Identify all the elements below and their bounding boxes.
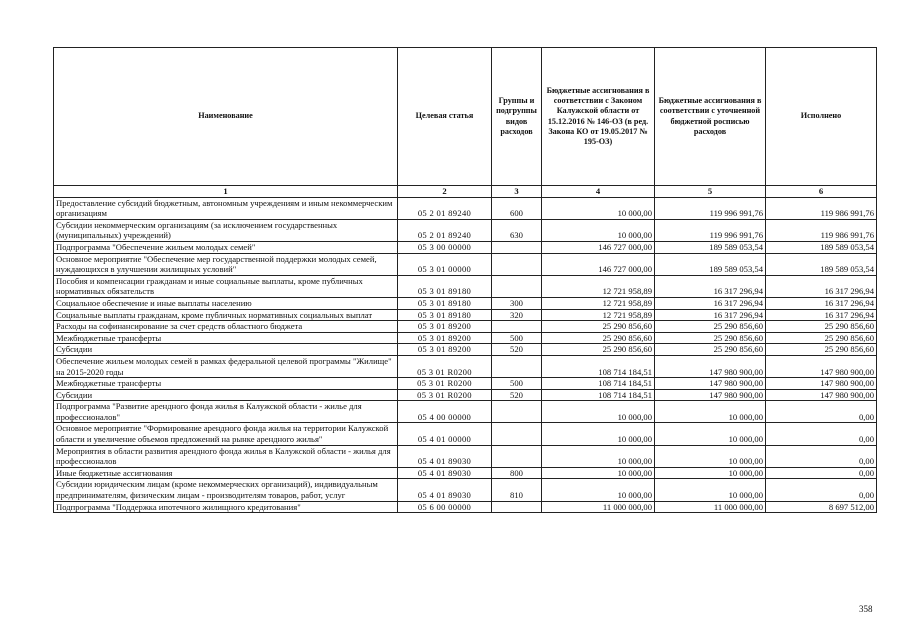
- table-row: [54, 445, 877, 467]
- row-law-amount: 25 290 856,60: [542, 344, 655, 356]
- row-target-article: 05 3 01 89180: [398, 297, 492, 309]
- table-row: [54, 479, 877, 501]
- row-refined-amount: 16 317 296,94: [655, 297, 766, 309]
- row-name: Социальное обеспечение и иные выплаты населению: [54, 297, 398, 309]
- row-refined-amount: 25 290 856,60: [655, 332, 766, 344]
- row-executed-amount: 25 290 856,60: [766, 332, 877, 344]
- row-name: Иные бюджетные ассигнования: [54, 467, 398, 479]
- row-refined-amount: 10 000,00: [655, 445, 766, 467]
- row-name: Межбюджетные трансферты: [54, 332, 398, 344]
- column-number: 2: [398, 186, 492, 198]
- table-header-row: [54, 48, 877, 186]
- row-refined-amount: 10 000,00: [655, 467, 766, 479]
- row-law-amount: 108 714 184,51: [542, 389, 655, 401]
- table-row: [54, 467, 877, 479]
- row-expense-group: [492, 501, 542, 513]
- header-refined-allocations: Бюджетные ассигнования в соответствии с уточненной бюджетной росписью расходов: [655, 48, 766, 186]
- row-refined-amount: 147 980 900,00: [655, 389, 766, 401]
- table-row: [54, 297, 877, 309]
- row-expense-group: 300: [492, 297, 542, 309]
- row-target-article: 05 3 00 00000: [398, 241, 492, 253]
- row-expense-group: 800: [492, 467, 542, 479]
- row-law-amount: 10 000,00: [542, 445, 655, 467]
- budget-sheet: [53, 47, 876, 513]
- row-target-article: 05 6 00 00000: [398, 501, 492, 513]
- row-expense-group: 630: [492, 219, 542, 241]
- row-target-article: 05 4 00 00000: [398, 401, 492, 423]
- row-target-article: 05 3 01 89200: [398, 344, 492, 356]
- column-number: 4: [542, 186, 655, 198]
- row-law-amount: 12 721 958,89: [542, 309, 655, 321]
- row-refined-amount: 10 000,00: [655, 401, 766, 423]
- row-name: Субсидии: [54, 344, 398, 356]
- row-name: Обеспечение жильем молодых семей в рамках федеральной целевой программы "Жилище" на 2015-2020 годы: [54, 355, 398, 377]
- table-row: [54, 309, 877, 321]
- column-number-row: [54, 186, 877, 198]
- row-name: Подпрограмма "Обеспечение жильем молодых семей": [54, 241, 398, 253]
- row-expense-group: [492, 275, 542, 297]
- row-refined-amount: 25 290 856,60: [655, 344, 766, 356]
- row-refined-amount: 119 996 991,76: [655, 197, 766, 219]
- row-law-amount: 108 714 184,51: [542, 355, 655, 377]
- column-number: 5: [655, 186, 766, 198]
- row-refined-amount: 147 980 900,00: [655, 355, 766, 377]
- row-executed-amount: 0,00: [766, 423, 877, 445]
- row-law-amount: 146 727 000,00: [542, 241, 655, 253]
- column-number: 1: [54, 186, 398, 198]
- row-law-amount: 25 290 856,60: [542, 321, 655, 333]
- row-law-amount: 25 290 856,60: [542, 332, 655, 344]
- row-name: Субсидии: [54, 389, 398, 401]
- row-name: Расходы на софинансирование за счет средств областного бюджета: [54, 321, 398, 333]
- row-executed-amount: 8 697 512,00: [766, 501, 877, 513]
- table-row: [54, 389, 877, 401]
- row-target-article: 05 3 01 R0200: [398, 389, 492, 401]
- row-refined-amount: 10 000,00: [655, 479, 766, 501]
- row-law-amount: 146 727 000,00: [542, 253, 655, 275]
- row-name: Подпрограмма "Развитие арендного фонда жилья в Калужской области - жилье для профессионалов": [54, 401, 398, 423]
- row-refined-amount: 25 290 856,60: [655, 321, 766, 333]
- row-refined-amount: 119 996 991,76: [655, 219, 766, 241]
- row-target-article: 05 4 01 89030: [398, 479, 492, 501]
- row-expense-group: 320: [492, 309, 542, 321]
- row-executed-amount: 0,00: [766, 401, 877, 423]
- table-row: [54, 344, 877, 356]
- row-expense-group: 810: [492, 479, 542, 501]
- row-executed-amount: 147 980 900,00: [766, 389, 877, 401]
- header-law-allocations: Бюджетные ассигнования в соответствии с Законом Калужской области от 15.12.2016 № 146-ОЗ (в ред. Закона КО от 19.05.2017 № 195-ОЗ): [542, 48, 655, 186]
- table-row: [54, 219, 877, 241]
- row-target-article: 05 2 01 89240: [398, 197, 492, 219]
- row-executed-amount: 16 317 296,94: [766, 309, 877, 321]
- row-expense-group: [492, 445, 542, 467]
- row-executed-amount: 25 290 856,60: [766, 344, 877, 356]
- table-row: [54, 378, 877, 390]
- row-name: Межбюджетные трансферты: [54, 378, 398, 390]
- row-refined-amount: 16 317 296,94: [655, 309, 766, 321]
- row-name: Мероприятия в области развития арендного фонда жилья в Калужской области - жилья для профессионалов: [54, 445, 398, 467]
- row-law-amount: 10 000,00: [542, 219, 655, 241]
- row-name: Предоставление субсидий бюджетным, автономным учреждениям и иным некоммерческим организациям: [54, 197, 398, 219]
- table-row: [54, 401, 877, 423]
- row-expense-group: [492, 423, 542, 445]
- row-expense-group: [492, 253, 542, 275]
- table-row: [54, 423, 877, 445]
- row-executed-amount: 119 986 991,76: [766, 219, 877, 241]
- row-target-article: 05 3 01 89180: [398, 275, 492, 297]
- row-name: Социальные выплаты гражданам, кроме публичных нормативных социальных выплат: [54, 309, 398, 321]
- row-refined-amount: 189 589 053,54: [655, 253, 766, 275]
- row-target-article: 05 3 01 89200: [398, 332, 492, 344]
- row-refined-amount: 189 589 053,54: [655, 241, 766, 253]
- row-refined-amount: 147 980 900,00: [655, 378, 766, 390]
- row-executed-amount: 16 317 296,94: [766, 297, 877, 309]
- row-expense-group: 600: [492, 197, 542, 219]
- table-row: [54, 332, 877, 344]
- table-row: [54, 197, 877, 219]
- row-executed-amount: 25 290 856,60: [766, 321, 877, 333]
- row-expense-group: 500: [492, 378, 542, 390]
- row-expense-group: 520: [492, 389, 542, 401]
- row-executed-amount: 147 980 900,00: [766, 378, 877, 390]
- row-executed-amount: 0,00: [766, 467, 877, 479]
- table-row: [54, 355, 877, 377]
- row-target-article: 05 2 01 89240: [398, 219, 492, 241]
- row-target-article: 05 4 01 89030: [398, 445, 492, 467]
- row-expense-group: 520: [492, 344, 542, 356]
- row-name: Подпрограмма "Поддержка ипотечного жилищного кредитования": [54, 501, 398, 513]
- column-number: 3: [492, 186, 542, 198]
- row-executed-amount: 189 589 053,54: [766, 241, 877, 253]
- column-number: 6: [766, 186, 877, 198]
- row-expense-group: [492, 321, 542, 333]
- page-number: 358: [859, 604, 873, 614]
- row-refined-amount: 16 317 296,94: [655, 275, 766, 297]
- table-row: [54, 241, 877, 253]
- row-law-amount: 10 000,00: [542, 467, 655, 479]
- row-expense-group: [492, 401, 542, 423]
- header-name: Наименование: [54, 48, 398, 186]
- row-name: Субсидии юридическим лицам (кроме некоммерческих организаций), индивидуальным предпринимателям, физическим лицам - производителям товаров, работ, услуг: [54, 479, 398, 501]
- row-law-amount: 10 000,00: [542, 197, 655, 219]
- row-target-article: 05 3 01 R0200: [398, 378, 492, 390]
- row-law-amount: 10 000,00: [542, 423, 655, 445]
- row-law-amount: 10 000,00: [542, 479, 655, 501]
- row-executed-amount: 0,00: [766, 445, 877, 467]
- row-law-amount: 108 714 184,51: [542, 378, 655, 390]
- row-name: Пособия и компенсации гражданам и иные социальные выплаты, кроме публичных нормативных обязательств: [54, 275, 398, 297]
- row-executed-amount: 16 317 296,94: [766, 275, 877, 297]
- row-expense-group: 500: [492, 332, 542, 344]
- row-law-amount: 11 000 000,00: [542, 501, 655, 513]
- row-executed-amount: 0,00: [766, 479, 877, 501]
- table-row: [54, 501, 877, 513]
- row-target-article: 05 3 01 R0200: [398, 355, 492, 377]
- row-refined-amount: 11 000 000,00: [655, 501, 766, 513]
- row-law-amount: 10 000,00: [542, 401, 655, 423]
- row-law-amount: 12 721 958,89: [542, 297, 655, 309]
- table-row: [54, 253, 877, 275]
- header-executed: Исполнено: [766, 48, 877, 186]
- row-law-amount: 12 721 958,89: [542, 275, 655, 297]
- row-executed-amount: 189 589 053,54: [766, 253, 877, 275]
- row-name: Основное мероприятие "Обеспечение мер государственной поддержки молодых семей, нуждающихся в улучшении жилищных условий": [54, 253, 398, 275]
- header-target-article: Целевая статья: [398, 48, 492, 186]
- row-executed-amount: 147 980 900,00: [766, 355, 877, 377]
- row-target-article: 05 3 01 89200: [398, 321, 492, 333]
- row-executed-amount: 119 986 991,76: [766, 197, 877, 219]
- table-row: [54, 275, 877, 297]
- row-target-article: 05 4 01 00000: [398, 423, 492, 445]
- row-name: Субсидии некоммерческим организациям (за исключением государственных (муниципальных) учреждений): [54, 219, 398, 241]
- table-row: [54, 321, 877, 333]
- row-expense-group: [492, 241, 542, 253]
- row-name: Основное мероприятие "Формирование арендного фонда жилья на территории Калужской области и увеличение объемов предложений на рынке арендного жилья": [54, 423, 398, 445]
- row-target-article: 05 3 01 89180: [398, 309, 492, 321]
- row-expense-group: [492, 355, 542, 377]
- row-target-article: 05 4 01 89030: [398, 467, 492, 479]
- header-expense-groups: Группы и подгруппы видов расходов: [492, 48, 542, 186]
- row-refined-amount: 10 000,00: [655, 423, 766, 445]
- row-target-article: 05 3 01 00000: [398, 253, 492, 275]
- budget-table: [53, 47, 877, 513]
